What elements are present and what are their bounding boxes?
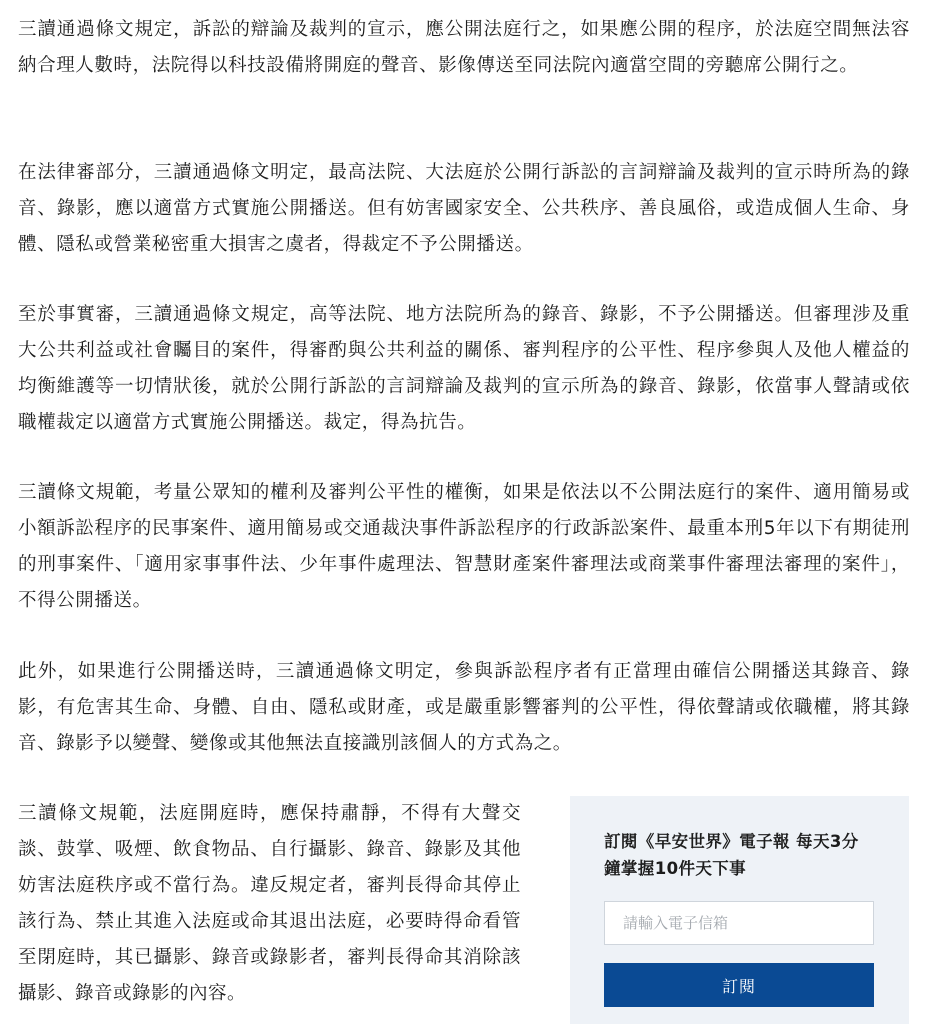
email-input[interactable] bbox=[604, 901, 874, 945]
article-paragraph: 此外，如果進行公開播送時，三讀通過條文明定，參與訴訟程序者有正當理由確信公開播送其錄音、錄影，有危害其生命、身體、自由、隱私或財產，或是嚴重影響審判的公平性，得依聲請或依職權，將其錄音、錄影予以變聲、變像或其他無法直接識別該個人的方式為之。 bbox=[18, 661, 910, 754]
article-paragraph: 三讀通過條文規定，訴訟的辯論及裁判的宣示，應公開法庭行之，如果應公開的程序，於法庭空間無法容納合理人數時，法院得以科技設備將開庭的聲音、影像傳送至同法院內適當空間的旁聽席公開行之。 bbox=[18, 19, 910, 76]
newsletter-subscribe-panel bbox=[570, 796, 909, 1024]
article-paragraph: 三讀條文規範，考量公眾知的權利及審判公平性的權衡，如果是依法以不公開法庭行的案件、適用簡易或小額訴訟程序的民事案件、適用簡易或交通裁決事件訴訟程序的行政訴訟案件、最重本刑5年以下有期徒刑的刑事案件、「適用家事事件法、少年事件處理法、智慧財產案件審理法或商業事件審理法審理的案件」，不得公開播送。 bbox=[18, 482, 910, 611]
article-paragraph: 至於事實審，三讀通過條文規定，高等法院、地方法院所為的錄音、錄影，不予公開播送。但審理涉及重大公共利益或社會矚目的案件，得審酌與公共利益的關係、審判程序的公平性、程序參與人及他人權益的均衡維護等一切情狀後，就於公開行訴訟的言詞辯論及裁判的宣示所為的錄音、錄影，依當事人聲請或依職權裁定以適當方式實施公開播送。裁定，得為抗告。 bbox=[18, 304, 910, 433]
subscribe-button[interactable]: 訂閱 bbox=[604, 963, 874, 1007]
article-paragraph: 三讀條文規範，法庭開庭時，應保持肅靜，不得有大聲交談、鼓掌、吸煙、飲食物品、自行攝影、錄音、錄影及其他妨害法庭秩序或不當行為。違反規定者，審判長得命其停止該行為、禁止其進入法庭或命其退出法庭，必要時得命看管至閉庭時，其已攝影、錄音或錄影者，審判長得命其消除該攝影、錄音或錄影的內容。 bbox=[18, 803, 521, 1004]
newsletter-title: 訂閱《早安世界》電子報 每天3分鐘掌握10件天下事 bbox=[604, 832, 859, 878]
article-paragraph: 在法律審部分，三讀通過條文明定，最高法院、大法庭於公開行訴訟的言詞辯論及裁判的宣示時所為的錄音、錄影，應以適當方式實施公開播送。但有妨害國家安全、公共秩序、善良風俗，或造成個人生命、身體、隱私或營業秘密重大損害之虞者，得裁定不予公開播送。 bbox=[18, 162, 910, 255]
